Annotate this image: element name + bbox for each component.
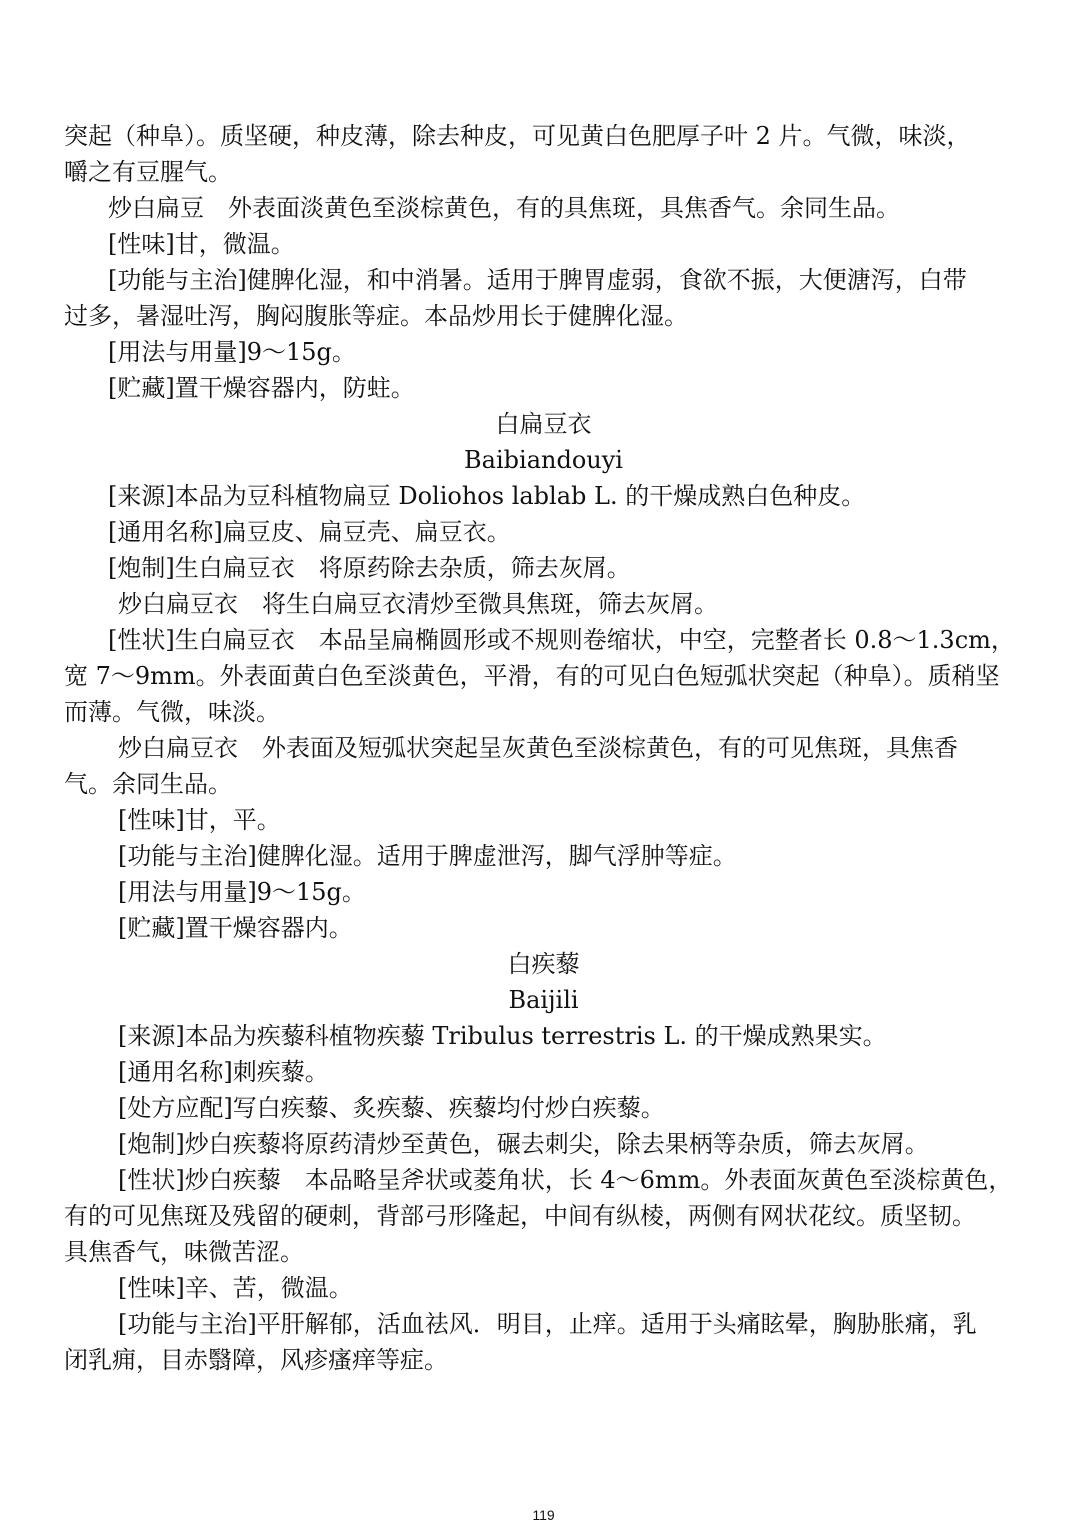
text-line: 闭乳痈，目赤翳障，风疹瘙痒等症。	[64, 1346, 448, 1374]
text-line: 嚼之有豆腥气。	[64, 158, 232, 186]
text-line: 气。余同生品。	[64, 770, 232, 798]
text-line: 具焦香气，味微苦涩。	[64, 1238, 304, 1266]
text-line: [性味]甘，平。	[118, 806, 281, 834]
text-line: 炒白扁豆 外表面淡黄色至淡棕黄色，有的具焦斑，具焦香气。余同生品。	[108, 194, 900, 222]
text-line: [功能与主治]健脾化湿，和中消暑。适用于脾胃虚弱，食欲不振，大便溏泻，白带	[108, 266, 967, 294]
text-line: [贮藏]置干燥容器内，防蛀。	[108, 374, 415, 402]
page-number: 119	[532, 1507, 555, 1523]
text-line: 宽 7～9mm。外表面黄白色至淡黄色，平滑，有的可见白色短弧状突起（种阜）。质稍坚	[64, 662, 1000, 690]
text-line: 炒白扁豆衣 外表面及短弧状突起呈灰黄色至淡棕黄色，有的可见焦斑，具焦香	[118, 734, 958, 762]
text-line: [通用名称]扁豆皮、扁豆壳、扁豆衣。	[108, 518, 511, 546]
text-line: [用法与用量]9～15g。	[108, 338, 356, 366]
text-line: [来源]本品为疾藜科植物疾藜 Tribulus terrestris L. 的干燥成熟果实。	[118, 1022, 887, 1050]
text-line: [性状]炒白疾藜 本品略呈斧状或菱角状，长 4～6mm。外表面灰黄色至淡棕黄色，	[118, 1166, 1013, 1194]
text-line: 而薄。气微，味淡。	[64, 698, 280, 726]
text-line: [功能与主治]健脾化湿。适用于脾虚泄泻，脚气浮肿等症。	[118, 842, 737, 870]
text-line: [用法与用量]9～15g。	[118, 878, 366, 906]
text-line: 炒白扁豆衣 将生白扁豆衣清炒至微具焦斑，筛去灰屑。	[118, 590, 718, 618]
text-line: [炮制]生白扁豆衣 将原药除去杂质，筛去灰屑。	[108, 554, 631, 582]
text-line: 有的可见焦斑及残留的硬刺，背部弓形隆起，中间有纵棱，两侧有网状花纹。质坚韧。	[64, 1202, 976, 1230]
text-line: [通用名称]刺疾藜。	[118, 1058, 329, 1086]
text-line: [来源]本品为豆科植物扁豆 Doliohos lablab L. 的干燥成熟白色种皮。	[108, 482, 866, 510]
text-line: [贮藏]置干燥容器内。	[118, 914, 353, 942]
text-line: [炮制]炒白疾藜将原药清炒至黄色，碾去刺尖，除去果柄等杂质，筛去灰屑。	[118, 1130, 929, 1158]
text-line: [性味]甘，微温。	[108, 230, 295, 258]
text-line: [功能与主治]平肝解郁，活血祛风．明目，止痒。适用于头痛眩晕，胸胁胀痛，乳	[118, 1310, 977, 1338]
section-title-pinyin: Baijili	[508, 986, 579, 1014]
text-line: [性味]辛、苦，微温。	[118, 1274, 353, 1302]
section-title-pinyin: Baibiandouyi	[464, 446, 623, 474]
text-line: [处方应配]写白疾藜、炙疾藜、疾藜均付炒白疾藜。	[118, 1094, 665, 1122]
section-title: 白疾藜	[507, 950, 580, 978]
section-title: 白扁豆衣	[495, 410, 592, 438]
text-line: [性状]生白扁豆衣 本品呈扁椭圆形或不规则卷缩状，中空，完整者长 0.8～1.3cm，	[108, 626, 1015, 654]
text-line: 突起（种阜）。质坚硬，种皮薄，除去种皮，可见黄白色肥厚子叶 2 片。气微，味淡，	[64, 122, 971, 150]
text-line: 过多，暑湿吐泻，胸闷腹胀等症。本品炒用长于健脾化湿。	[64, 302, 688, 330]
